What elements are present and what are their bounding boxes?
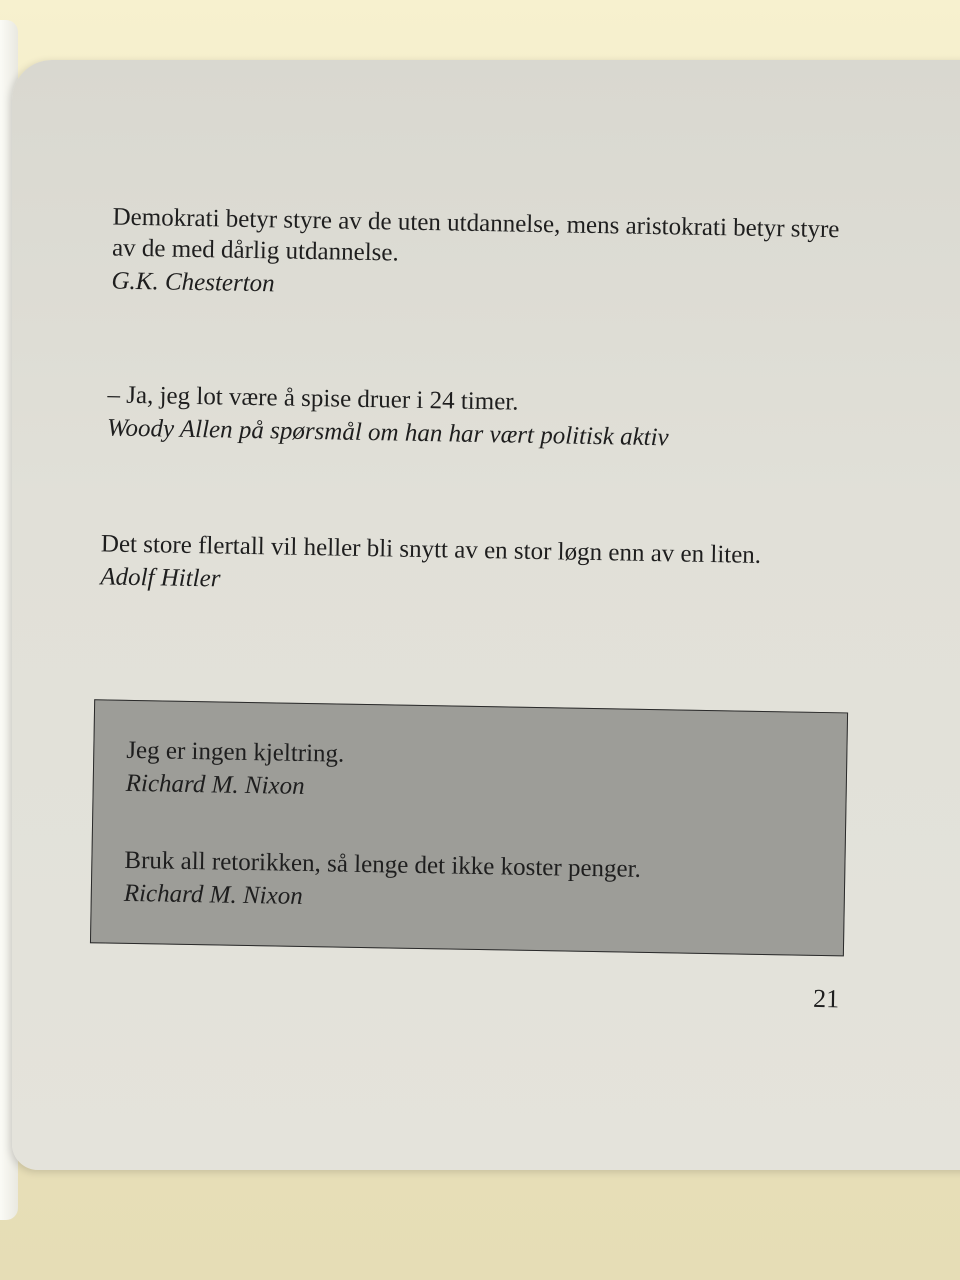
quote-author: Richard M. Nixon bbox=[125, 769, 305, 800]
quote-hitler bbox=[100, 528, 841, 605]
quote-author: G.K. Chesterton bbox=[111, 267, 275, 298]
quote-text: – Ja, jeg lot være å spise druer i 24 timer. bbox=[107, 381, 519, 416]
quote-author: Richard M. Nixon bbox=[123, 879, 303, 910]
quote-woody-allen bbox=[107, 379, 848, 456]
quote-nixon-1 bbox=[125, 735, 826, 811]
quote-text: Det store flertall vil heller bli snytt av en stor løgn enn av en liten. bbox=[100, 530, 762, 569]
quote-nixon-2 bbox=[124, 845, 825, 921]
quote-text: Jeg er ingen kjeltring. bbox=[126, 736, 345, 768]
page-number: 21 bbox=[812, 983, 840, 1014]
quote-text: Demokrati betyr styre av de uten utdannelse, mens aristokrati betyr styre av de med dårlig utdannelse. bbox=[111, 203, 840, 267]
quote-author: Woody Allen på spørsmål om han har vært politisk aktiv bbox=[106, 414, 669, 452]
quote-author: Adolf Hitler bbox=[100, 563, 221, 593]
quote-text: Bruk all retorikken, så lenge det ikke koster penger. bbox=[124, 846, 642, 883]
quote-chesterton bbox=[111, 202, 853, 310]
highlighted-quote-box bbox=[90, 699, 848, 956]
